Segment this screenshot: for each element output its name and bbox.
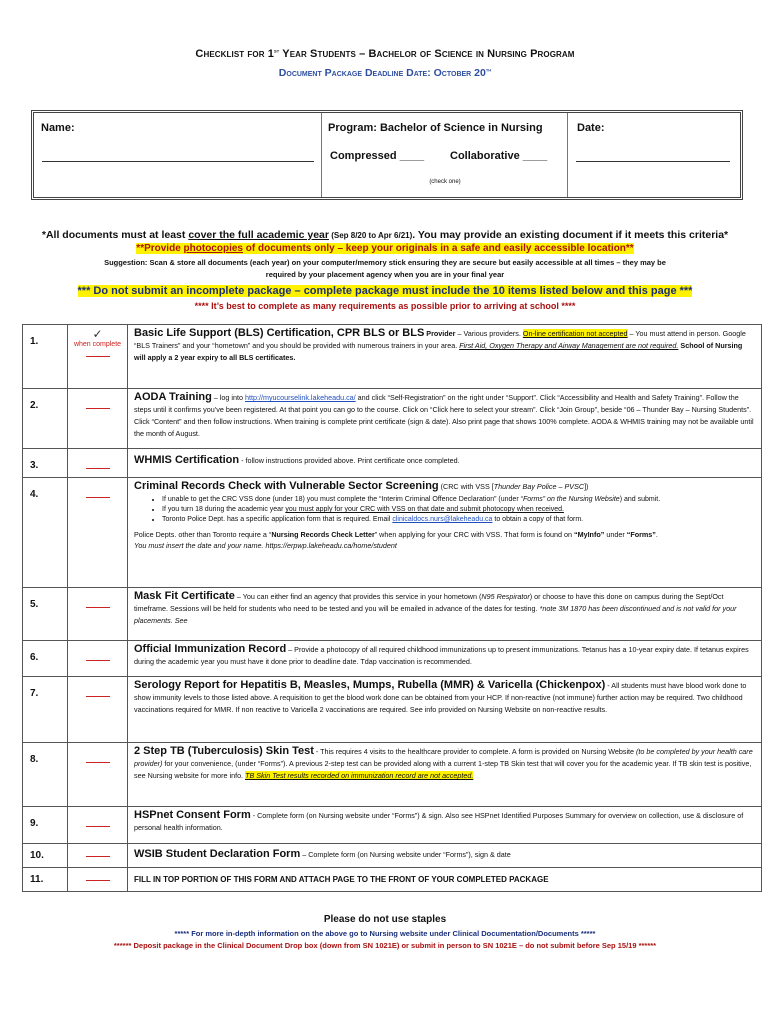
deadline-date: Document Package Deadline Date: October 20th [278, 67, 492, 79]
program-cell [322, 113, 568, 197]
item-check-cell[interactable] [68, 389, 128, 449]
item-aoda: AODA Training – log into http://myucourselink.lakeheadu.ca/ and click “Self-Registration” on the right under “Support”. Click “Accessibility and Health and Safety Training”. Follow the steps until it confirms you’ve been registered. At that point you can go to the course. Click on “Click here to select your stream”. Click “Join Group”, beside “06 – Thunder Bay – Nursing Students”. Click “Content” and then follow instructions. When training is complete print certificate (sign & date). Also print page that shows 100% complete. AODA & WHMIS training may not be available until the month of August. [128, 389, 762, 449]
item-check-cell[interactable] [68, 325, 128, 389]
check-one-note: (check one) [429, 179, 461, 185]
table-row [23, 449, 762, 478]
item-check-cell[interactable] [68, 677, 128, 743]
item-title: HSPnet Consent Form [134, 809, 251, 821]
check-blank[interactable] [86, 600, 110, 608]
item-title: Official Immunization Record [134, 643, 287, 655]
program-label: Program: Bachelor of Science in Nursing [328, 122, 543, 134]
email-link[interactable]: clinicaldocs.nurs@lakeheadu.ca [392, 516, 493, 523]
list-item: • If unable to get the CRC VSS done (under 18) you must complete the “Interim Criminal Offence Declaration” (under “Forms” on the Nursing Website) and submit. [162, 495, 755, 505]
check-blank[interactable] [86, 401, 110, 409]
item-number: 8. [23, 743, 68, 807]
item-title: WHMIS Certification [134, 454, 240, 466]
item-title: 2 Step TB (Tuberculosis) Skin Test [134, 745, 314, 757]
date-cell [568, 113, 740, 197]
item-number: 3. [23, 449, 68, 478]
checkmark-icon: ✓ [92, 327, 103, 341]
item-number: 10. [23, 844, 68, 868]
check-blank[interactable] [86, 819, 110, 827]
table-row [23, 389, 762, 449]
name-label: Name: [41, 122, 75, 134]
list-item: • Toronto Police Dept. has a specific application form that is required. Email clinicaldocs.nurs@lakeheadu.ca to obtain a copy of that form. [162, 515, 755, 525]
suggestion-note-cont: required by your placement agency when you are in your final year [265, 270, 505, 279]
table-row [23, 743, 762, 807]
item-number: 5. [23, 588, 68, 641]
requirements-table [22, 324, 762, 892]
item-number: 2. [23, 389, 68, 449]
item-immunization: Official Immunization Record – Provide a photocopy of all required childhood immunizations up to present immunizations. Tetanus has a 10-year expiry date. If tetanus expires during the academic year you must have it done prior to deadline date. Tdap vaccination is recommended. [128, 641, 762, 677]
item-check-cell[interactable] [68, 449, 128, 478]
check-blank[interactable] [86, 653, 110, 661]
check-blank[interactable] [86, 490, 110, 498]
table-row [23, 478, 762, 588]
more-info-note: ***** For more in-depth information on the above go to Nursing website under Clinical Documentation/Documents ***** [174, 929, 596, 938]
item-title: AODA Training [134, 391, 212, 403]
list-item: • If you turn 18 during the academic year you must apply for your CRC with VSS on that date and submit photocopy when received. [162, 505, 755, 515]
item-check-cell[interactable] [68, 844, 128, 868]
course-link[interactable]: http://myucourselink.lakeheadu.ca/ [245, 393, 356, 402]
item-title: WSIB Student Declaration Form [134, 848, 301, 860]
date-field-line[interactable] [576, 161, 730, 162]
item-check-cell[interactable] [68, 588, 128, 641]
check-blank[interactable] [86, 873, 110, 881]
item-title: Criminal Records Check with Vulnerable Sector Screening [134, 480, 439, 492]
item-whmis: WHMIS Certification - follow instructions provided above. Print certificate once completed. [128, 449, 762, 478]
name-cell [34, 113, 322, 197]
item-title: Basic Life Support (BLS) Certification, CPR BLS or BLS [134, 327, 425, 339]
deposit-note: ****** Deposit package in the Clinical Document Drop box (down from SN 1021E) or submit in person to SN 1021E – do not submit before Sep 15/19 ****** [113, 941, 657, 950]
item-serology: Serology Report for Hepatitis B, Measles, Mumps, Rubella (MMR) & Varicella (Chickenpox) - All students must have blood work done to show immunity levels to those listed above. A requisition to get the blood work done can be obtained from your HCP. If non-reactive (not immune) further action may be required. Two childhood vaccinations required for MMR. If non reactive to Varicella 2 vaccinations are required. See info provided on Nursing Website on non-reactive results. [128, 677, 762, 743]
table-row [23, 677, 762, 743]
item-number: 11. [23, 868, 68, 892]
item-number: 6. [23, 641, 68, 677]
collaborative-option[interactable]: Collaborative ____ [450, 150, 548, 162]
name-field-line[interactable] [42, 161, 314, 162]
academic-year-note: *All documents must at least cover the full academic year (Sep 8/20 to Apr 6/21). You may provide an existing document if it meets this criteria* [41, 229, 729, 241]
item-check-cell[interactable] [68, 641, 128, 677]
compressed-option[interactable]: Compressed ____ [330, 150, 425, 162]
item-number: 7. [23, 677, 68, 743]
item-check-cell[interactable] [68, 807, 128, 844]
table-row [23, 325, 762, 389]
item-check-cell[interactable] [68, 478, 128, 588]
student-info-box [31, 110, 743, 200]
complete-early-note: **** It’s best to complete as many requirements as possible prior to arriving at school **** [194, 301, 576, 311]
item-mask-fit: Mask Fit Certificate – You can either find an agency that provides this service in your hometown (N95 Respirator) or choose to have this done on campus during the Sept/Oct timeframe. Sessions will be held for students who need to be tested and you will be emailed in advance of the dates for testing. *note 3M 1870 has been discontinued and is not valid for your placements. See [128, 588, 762, 641]
crc-bullets [162, 495, 755, 525]
check-blank[interactable] [86, 349, 110, 357]
table-row [23, 641, 762, 677]
date-label: Date: [577, 122, 605, 134]
check-blank[interactable] [86, 849, 110, 857]
item-final-instruction: FILL IN TOP PORTION OF THIS FORM AND ATTACH PAGE TO THE FRONT OF YOUR COMPLETED PACKAGE [128, 868, 762, 892]
suggestion-note: Suggestion: Scan & store all documents (each year) on your computer/memory stick ensuring they are secure but easily accessible at all times – they may be [104, 258, 666, 267]
item-number: 1. [23, 325, 68, 389]
photocopies-note: **Provide photocopies of documents only – keep your originals in a safe and easily accessible location** [136, 243, 634, 254]
item-bls: Basic Life Support (BLS) Certification, CPR BLS or BLS Provider – Various providers. On-line certification not accepted – You must attend in person. Google “BLS Trainers” and your “hometown” and you should be provided with numerous trainers in your area. First Aid, Oxygen Therapy and Airway Management are not required. School of Nursing will apply a 2 year expiry to all BLS certificates. [128, 325, 762, 389]
item-title: Serology Report [134, 679, 220, 691]
police-note: Police Depts. other than Toronto require a “Nursing Records Check Letter” when applying for your CRC with VSS. That form is found on “MyInfo” under “Forms”. [134, 530, 658, 539]
item-tb-test: 2 Step TB (Tuberculosis) Skin Test - This requires 4 visits to the healthcare provider to complete. A form is provided on Nursing Website (to be completed by your health care provider) for your convenience, (under “Forms”). A previous 2-step test can be provided along with a current 1-step TB Skin test that will cover you for the academic year. If TB skin test is positive, see Nursing website for more info. TB Skin Test results recorded on immunization record are not accepted. [128, 743, 762, 807]
incomplete-warning: *** Do not submit an incomplete package – complete package must include the 10 items listed below and this page *** [77, 285, 693, 297]
item-number: 4. [23, 478, 68, 588]
table-row [23, 844, 762, 868]
no-staples-note: Please do not use staples [323, 914, 447, 925]
item-criminal-record-check: Criminal Records Check with Vulnerable Sector Screening (CRC with VSS [Thunder Bay Police – PVSC]) • If unable to get the CRC VSS done (under 18) you must complete the “Interim Criminal Offence Declaration” (under “Forms” on the Nursing Website) and submit. • If you turn 18 during the academic year you must apply for your CRC with VSS on that date and submit photocopy when received. • Toronto Police Dept. has a specific application form that is required. Email clinicaldocs.nurs@lakeheadu.ca to obtain a copy of that form. Police Depts. other than Toronto require a “Nursing Records Check Letter” when applying for your CRC with VSS. That form is found on “MyInfo” under “Forms”. You must insert the date and your name. https://erpwp.lakeheadu.ca/home/student [128, 478, 762, 588]
item-title: Mask Fit Certificate [134, 590, 235, 602]
table-row [23, 868, 762, 892]
table-row [23, 807, 762, 844]
check-blank[interactable] [86, 755, 110, 763]
check-blank[interactable] [86, 689, 110, 697]
erpwp-note: You must insert the date and your name. https://erpwp.lakeheadu.ca/home/student [134, 541, 397, 550]
item-number: 9. [23, 807, 68, 844]
table-row [23, 588, 762, 641]
item-check-cell[interactable] [68, 868, 128, 892]
page-title: Checklist for 1st Year Students – Bachelor of Science in Nursing Program [195, 48, 575, 60]
check-blank[interactable] [86, 461, 110, 469]
item-wsib: WSIB Student Declaration Form – Complete form (on Nursing website under “Forms”), sign & date [128, 844, 762, 868]
item-check-cell[interactable] [68, 743, 128, 807]
when-complete-label: when complete [73, 341, 122, 348]
item-hspnet: HSPnet Consent Form - Complete form (on Nursing website under “Forms”) & sign. Also see HSPnet Identified Purposes Summary for overview on collection, use & disclosure of personal health information. [128, 807, 762, 844]
